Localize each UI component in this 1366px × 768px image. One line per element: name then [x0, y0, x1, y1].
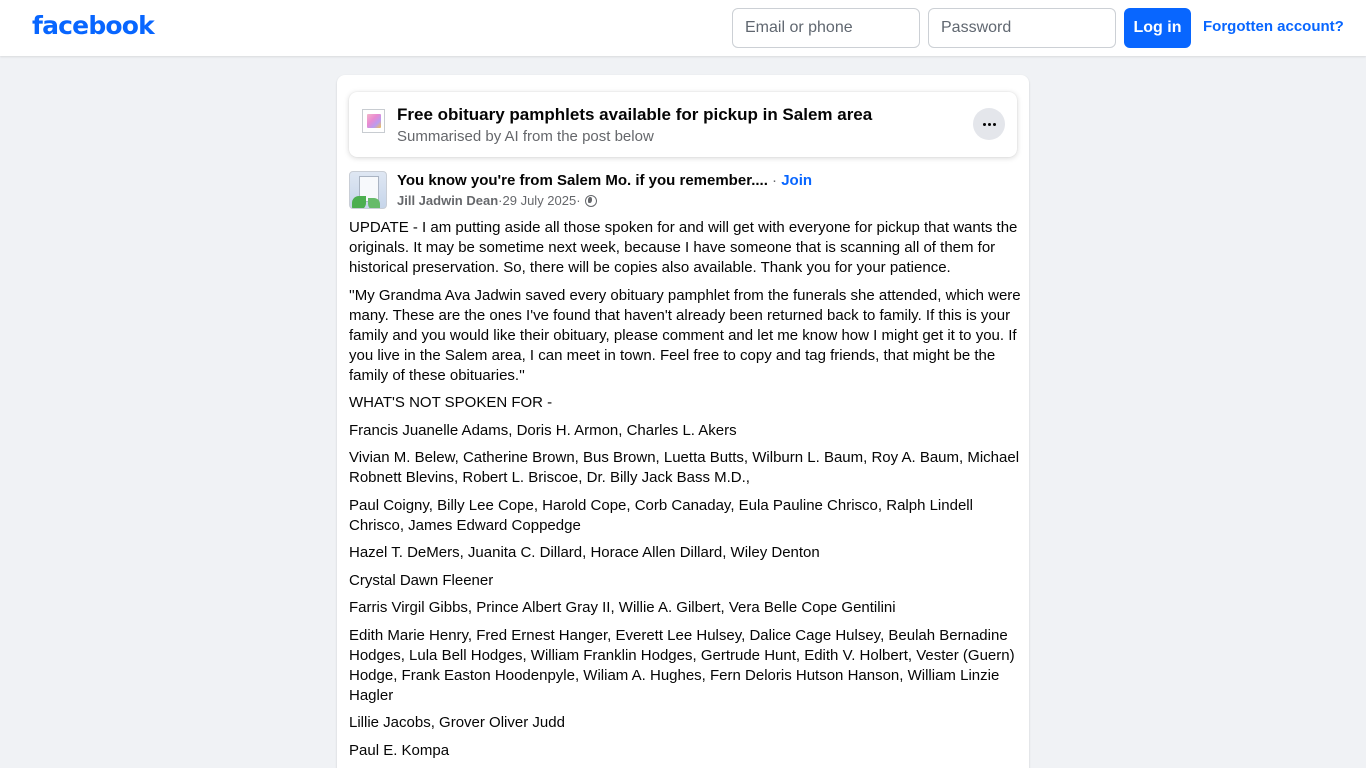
post-paragraph: Lillie Jacobs, Grover Oliver Judd — [349, 714, 565, 731]
join-group-link[interactable]: Join — [781, 172, 813, 189]
post-paragraph: Crystal Dawn Fleener — [349, 571, 494, 589]
forgotten-account-link[interactable]: Forgotten account? — [1203, 18, 1344, 35]
group-name-link[interactable]: You know you're from Salem Mo. if you remember.... — [397, 172, 768, 189]
post-paragraph: Farris Virgil Gibbs, Prince Albert Gray II, Willie A. Gilbert, Vera Belle Cope Gentilini — [349, 599, 896, 616]
summary-title: Free obituary pamphlets available for pickup in Salem area — [397, 105, 873, 124]
email-or-phone-input[interactable] — [732, 8, 920, 48]
separator: · — [767, 172, 782, 189]
post-card — [337, 75, 1029, 768]
group-line — [397, 172, 812, 189]
more-options-button[interactable] — [973, 108, 1005, 140]
post-meta — [397, 193, 597, 208]
separator: · — [576, 193, 581, 208]
post-paragraph: Paul Coigny, Billy Lee Cope, Harold Cope, Corb Canaday, Eula Pauline Chrisco, Ralph Lindell Chrisco, James Edward Coppedge — [349, 496, 973, 534]
summary-subtitle: Summarised by AI from the post below — [397, 128, 654, 145]
post-paragraph: UPDATE - I am putting aside all those spoken for and will get with everyone for pickup that wants the originals. It may be sometime next week, because I have someone that is scanning all of them for historical preservation. So, there will be copies also available. Thank you for your patience. — [349, 219, 1018, 276]
ai-summary-card — [349, 92, 1017, 157]
post-paragraph: Paul E. Kompa — [349, 741, 450, 759]
post-body — [349, 218, 1021, 768]
post-paragraph: WHAT'S NOT SPOKEN FOR - — [349, 394, 553, 411]
group-avatar[interactable] — [349, 171, 387, 209]
password-input[interactable] — [928, 8, 1116, 48]
globe-icon — [585, 195, 597, 207]
author-link[interactable]: Jill Jadwin Dean — [397, 193, 499, 208]
post-paragraph: Hazel T. DeMers, Juanita C. Dillard, Horace Allen Dillard, Wiley Denton — [349, 544, 820, 561]
post-paragraph: Vivian M. Belew, Catherine Brown, Bus Brown, Luetta Butts, Wilburn L. Baum, Roy A. Baum, Michael Robnett Blevins, Robert L. Briscoe, Dr. Billy Jack Bass M.D., — [349, 449, 1020, 486]
separator: · — [498, 193, 503, 208]
more-dots-icon — [993, 123, 996, 126]
post-paragraph: ''My Grandma Ava Jadwin saved every obituary pamphlet from the funerals she attended, which were many. These are the ones I've found that haven't already been returned back to family. If this is your family and you would like their obituary, please comment and let me know how I might get it to you. If you live in the Salem area, I can meet in town. Feel free to copy and tag friends, that might be the family of these obituaries.'' — [349, 286, 1021, 384]
ai-summary-icon — [362, 109, 385, 133]
post-paragraph: Francis Juanelle Adams, Doris H. Armon, Charles L. Akers — [349, 421, 737, 439]
top-navigation-bar — [0, 0, 1366, 56]
post-paragraph: Edith Marie Henry, Fred Ernest Hanger, Everett Lee Hulsey, Dalice Cage Hulsey, Beulah Bernadine Hodges, Lula Bell Hodges, William Franklin Hodges, Gertrude Hunt, Edith V. Holbert, Vester (Guern) Hodge, Frank Easton Hoodenpyle, Wiliam A. Hughes, Fern Deloris Hutson Hanson, William Linzie Hagler — [349, 626, 1015, 704]
facebook-logo[interactable]: facebook — [32, 11, 154, 40]
more-dots-icon — [983, 123, 986, 126]
more-dots-icon — [988, 123, 991, 126]
log-in-button[interactable]: Log in — [1124, 8, 1191, 48]
post-date-link[interactable]: 29 July 2025 — [502, 193, 577, 208]
